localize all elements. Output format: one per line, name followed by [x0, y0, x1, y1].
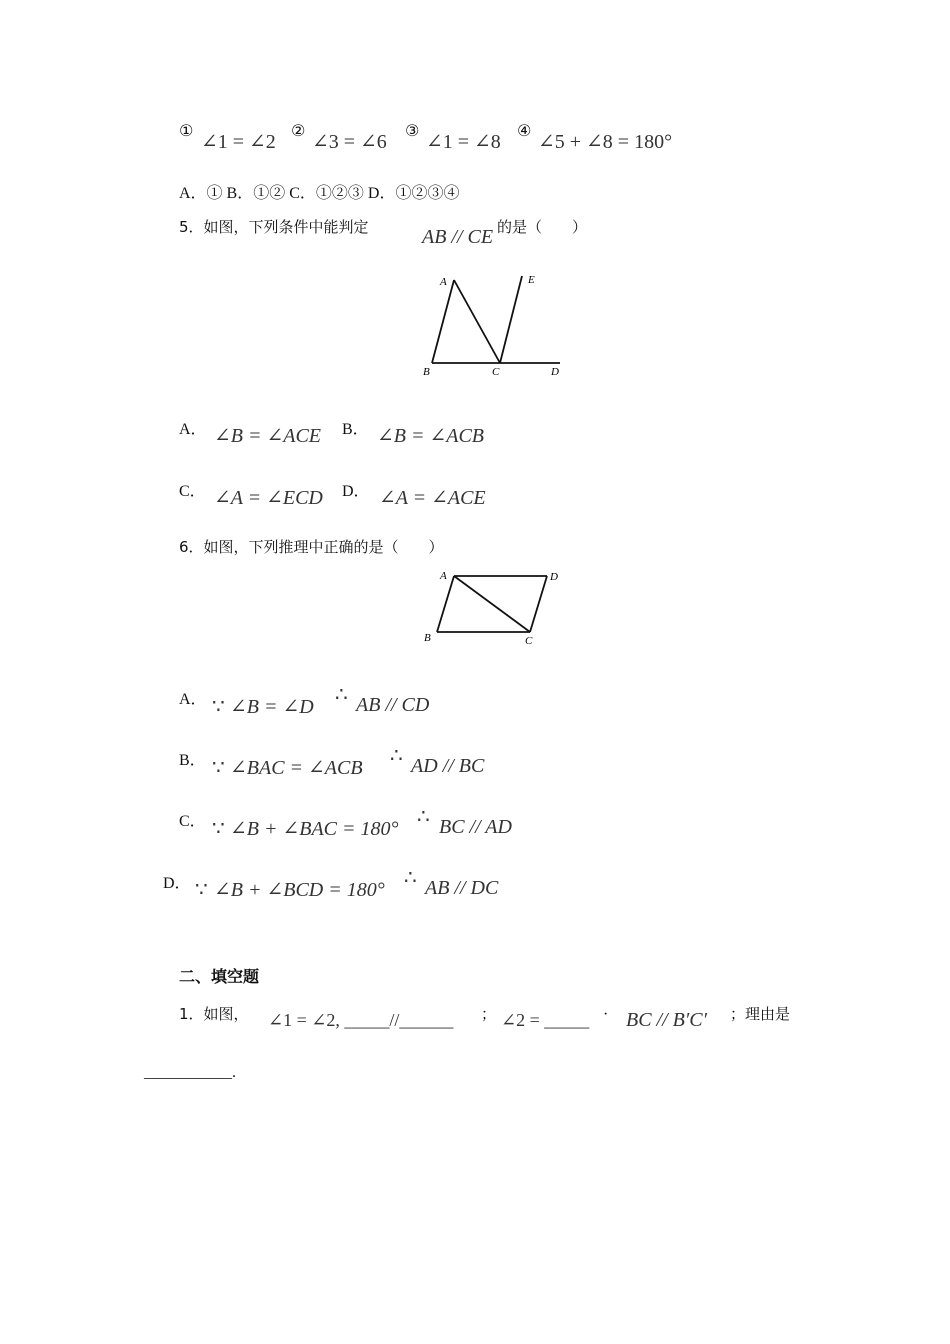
q6-label-c: C [525, 635, 533, 647]
q4-option-3-expr: ∠1 = ∠8 [426, 131, 501, 153]
q6-choice-d-therefore: ∴ [404, 867, 417, 889]
q5-choice-d-label: D． [342, 483, 370, 500]
section2-title: 二、填空题 [179, 967, 260, 986]
q4-option-4-mark: ④ [517, 121, 532, 140]
section2-q1-lead: 1．如图， [179, 1005, 249, 1023]
q5-figure [420, 268, 570, 380]
q5-choice-c-label: C． [179, 483, 206, 500]
section2-q1-expr2: ∠2 = _____ [501, 1010, 590, 1030]
q6-segment-ab [437, 576, 454, 632]
q6-choice-a-premise: ∠B = ∠D [230, 696, 314, 718]
q6-choice-c-label: C． [179, 813, 206, 830]
q4-option-3-mark: ③ [405, 121, 420, 140]
q6-choice-b-label: B． [179, 752, 206, 769]
q6-choice-b-therefore: ∴ [390, 745, 403, 767]
q5-label-d: D [551, 366, 559, 378]
q6-choice-b-because: ∵ [212, 757, 225, 779]
q6-choice-d-label: D． [163, 875, 191, 892]
q5-label-e: E [528, 274, 535, 286]
q6-choice-a-label: A． [179, 691, 207, 708]
q6-diagonal-ac [454, 576, 530, 632]
section2-q1-expr1: ∠1 = ∠2, _____//______ [268, 1010, 454, 1030]
q5-stem-end: 的是（ ） [497, 218, 588, 236]
q4-option-2-mark: ② [291, 121, 306, 140]
q6-choice-a-conclusion: AB // CD [356, 694, 430, 716]
q6-choice-b-premise: ∠BAC = ∠ACB [230, 757, 363, 779]
q6-choice-c-therefore: ∴ [417, 806, 430, 828]
q6-choice-a-because: ∵ [212, 696, 225, 718]
q6-choice-a-therefore: ∴ [335, 684, 348, 706]
section2-q1-expr3: BC // B′C′ [626, 1009, 707, 1031]
q6-label-d: D [550, 571, 558, 583]
q5-choice-d-expr: ∠A = ∠ACE [379, 487, 486, 509]
q6-choice-d-premise: ∠B + ∠BCD = 180° [214, 879, 385, 901]
q5-stem: 5．如图，下列条件中能判定 [179, 218, 369, 236]
q4-choices: A．① B．①② C．①②③ D．①②③④ [179, 185, 460, 202]
q6-choice-c-conclusion: BC // AD [439, 816, 512, 838]
q5-choice-a-label: A． [179, 421, 207, 438]
q4-option-4-expr: ∠5 + ∠8 = 180° [538, 131, 673, 153]
q5-label-a: A [440, 276, 447, 288]
q5-choice-c-expr: ∠A = ∠ECD [214, 487, 323, 509]
q6-choice-b-conclusion: AD // BC [411, 755, 485, 777]
q5-choice-b-label: B． [342, 421, 369, 438]
q6-figure [420, 566, 570, 650]
q6-choice-c-because: ∵ [212, 818, 225, 840]
q6-label-b: B [424, 632, 431, 644]
section2-q1-blank: ___________. [144, 1064, 236, 1081]
q5-label-b: B [423, 366, 430, 378]
q6-segment-cd [530, 576, 547, 632]
section2-q1-sep1: ； [481, 1005, 497, 1023]
q5-label-c: C [492, 366, 500, 378]
q4-option-2-expr: ∠3 = ∠6 [312, 131, 387, 153]
q6-choice-d-because: ∵ [195, 879, 208, 901]
section2-q1-dot: · [603, 1006, 609, 1023]
q6-choice-c-premise: ∠B + ∠BAC = 180° [230, 818, 399, 840]
q5-target: AB // CE [422, 226, 494, 248]
q6-choice-d-conclusion: AB // DC [425, 877, 499, 899]
q5-choice-b-expr: ∠B = ∠ACB [377, 425, 485, 447]
q6-stem: 6．如图，下列推理中正确的是（ ） [179, 538, 444, 556]
q5-segment-ac [454, 280, 500, 363]
q6-label-a: A [440, 570, 447, 582]
section2-q1-tail: ；理由是 [730, 1005, 791, 1023]
q5-segment-ab [432, 280, 454, 363]
q4-option-1-mark: ① [179, 121, 194, 140]
q5-ray-ce [500, 276, 522, 363]
q5-choice-a-expr: ∠B = ∠ACE [214, 425, 322, 447]
q4-option-1-expr: ∠1 = ∠2 [201, 131, 276, 153]
